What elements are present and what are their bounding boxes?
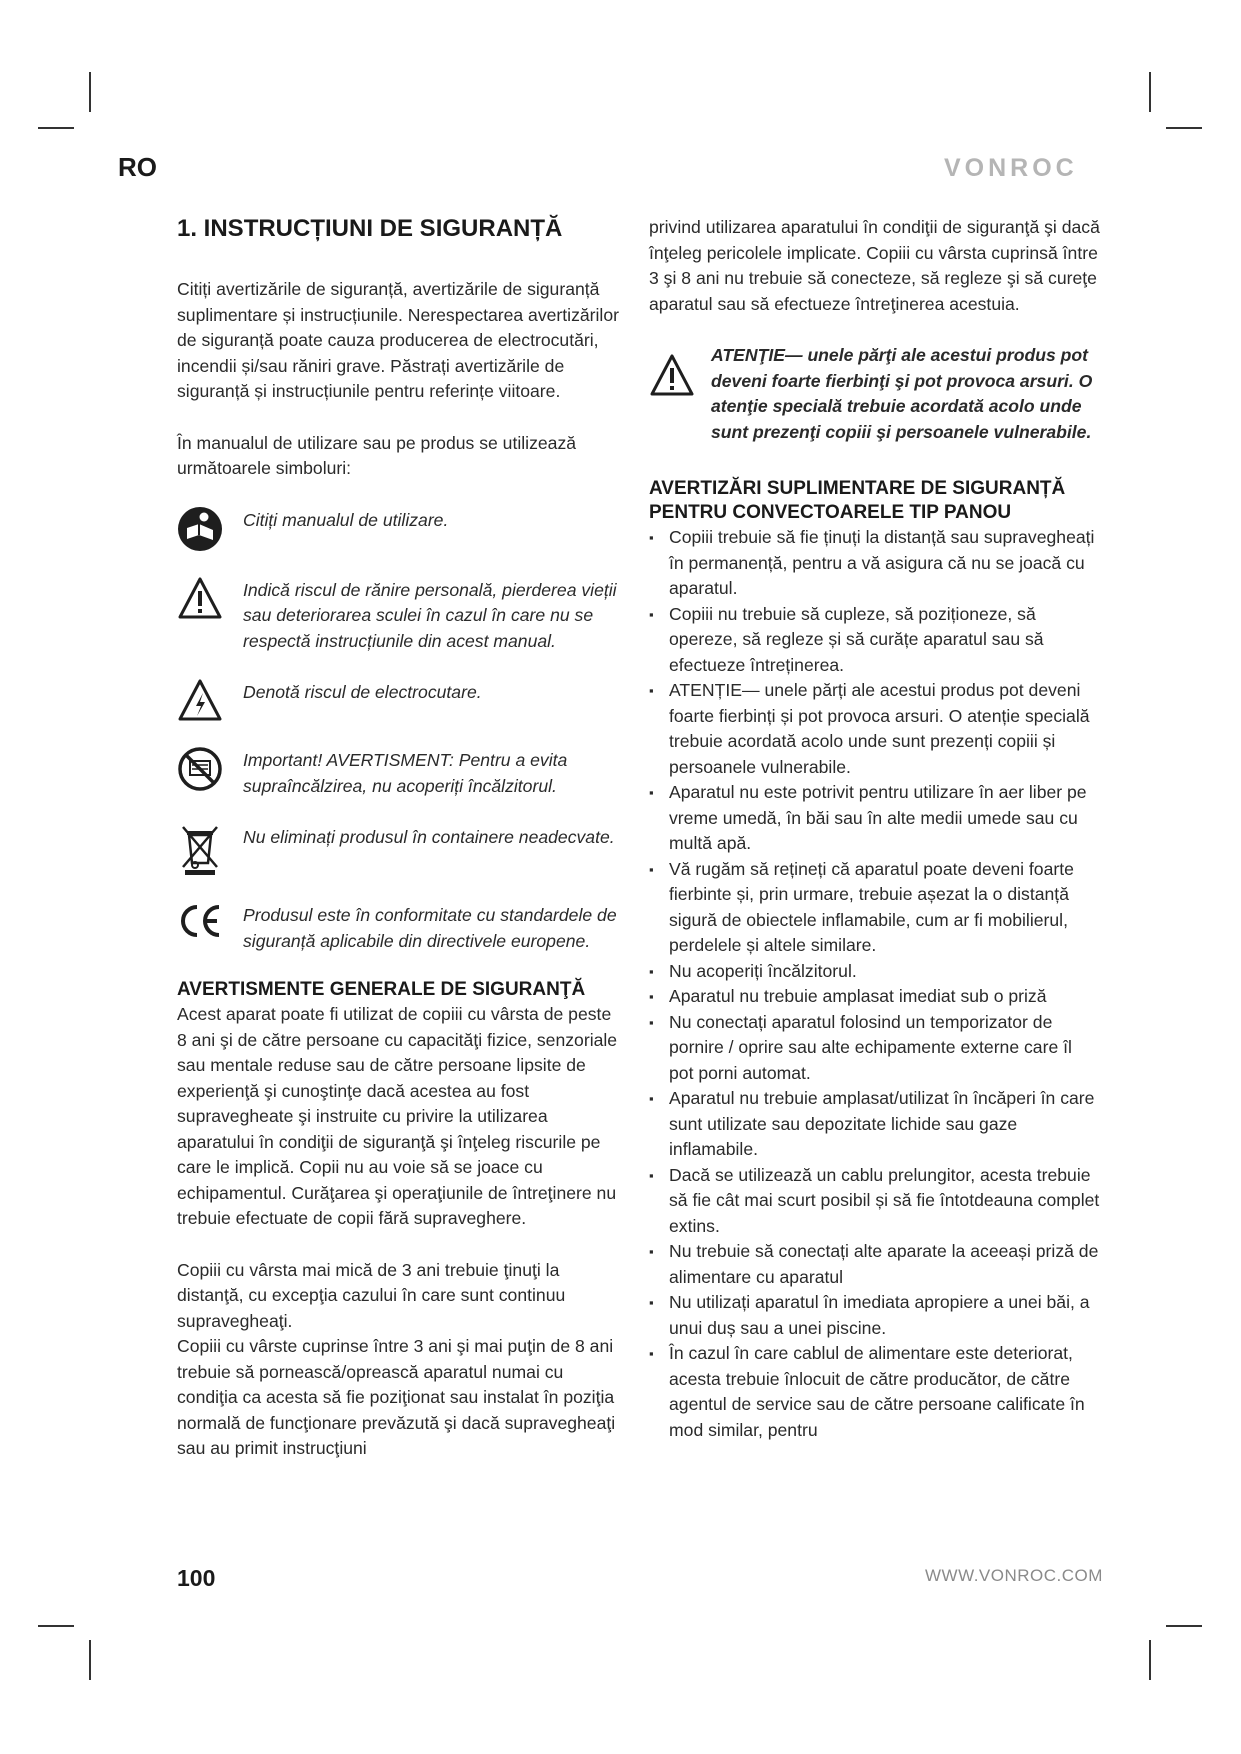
- page-number: 100: [177, 1565, 216, 1591]
- crop-mark: [1149, 1640, 1151, 1680]
- symbol-text: Nu eliminați produsul în containere neadecvate.: [243, 827, 615, 847]
- symbol-text: Citiți manualul de utilizare.: [243, 509, 449, 530]
- warnings-list: [649, 525, 1101, 1443]
- additional-warnings-title: AVERTIZĂRI SUPLIMENTARE DE SIGURANȚĂ PENTRU CONVECTOARELE TIP PANOU: [649, 478, 1066, 523]
- do-not-cover-icon: [177, 746, 223, 792]
- crop-mark: [1166, 127, 1202, 129]
- symbol-text: Produsul este în conformitate cu standardele de siguranță aplicabile din directivele europene.: [243, 905, 617, 951]
- warning-triangle-icon: [177, 576, 223, 620]
- read-manual-icon: [177, 506, 223, 552]
- crop-mark: [1166, 1625, 1202, 1627]
- symbol-row: [177, 901, 625, 954]
- list-item: ▪ Nu conectați aparatul folosind un temporizator de pornire / oprire sau alte echipamente externe care îl pot porni automat.: [649, 1010, 1101, 1087]
- language-code: RO: [118, 152, 157, 182]
- ce-mark-icon: [177, 901, 223, 941]
- list-item: ▪ Nu trebuie să conectați alte aparate la aceeași priză de alimentare cu aparatul: [649, 1239, 1101, 1290]
- symbols-intro: În manualul de utilizare sau pe produs se utilizează următoarele simboluri:: [177, 432, 577, 478]
- caution-text: ATENŢIE— unele părţi ale acestui produs pot deveni foarte fierbinţi şi pot provoca arsuri. O atenţie specială trebuie acordată acolo unde sunt prezenţi copiii şi persoanele vulnerabile.: [711, 345, 1093, 442]
- weee-bin-icon: [177, 823, 223, 877]
- symbol-text: Denotă riscul de electrocutare.: [243, 682, 482, 702]
- brand-logo: VONROC: [944, 154, 1078, 182]
- symbol-row: [177, 823, 625, 877]
- symbol-text: Indică riscul de rănire personală, pierderea vieții sau deteriorarea sculei în cazul în care nu se respectă instrucțiunile din acest manual.: [243, 579, 617, 651]
- list-item: ▪ Nu utilizați aparatul în imediata apropiere a unei băi, a unui duș sau a unei piscine.: [649, 1290, 1101, 1341]
- website-url: WWW.VONROC.COM: [925, 1566, 1103, 1585]
- left-column: [177, 215, 625, 1462]
- symbol-row: [177, 746, 625, 799]
- list-item: ▪ Copiii nu trebuie să cupleze, să poziționeze, să opereze, să regleze și să curățe aparatul sau să efectueze întreținerea.: [649, 602, 1101, 679]
- general-paragraph: Acest aparat poate fi utilizat de copiii cu vârsta de peste 8 ani şi de către persoane cu capacităţi fizice, senzoriale sau mentale reduse sau de către persoane lipsite de experienţă şi cunoştinţe dacă acestea au fost supravegheate şi instruite cu privire la utilizarea aparatului în condiţii de siguranţă şi înţeleg riscurile pe care le implică. Copii nu au voie să se joace cu echipamentul. Curăţarea şi operaţiunile de întreţinere nu trebuie efectuate de copii fără supraveghere.: [177, 1004, 618, 1228]
- list-item: ▪ Aparatul nu trebuie amplasat/utilizat în încăperi în care sunt utilizate sau depozitate lichide sau gaze inflamabile.: [649, 1086, 1101, 1163]
- intro-paragraph: Citiți avertizările de siguranță, avertizările de siguranță suplimentare și instrucțiunile. Nerespectarea avertizărilor de siguranță poate cauza producerea de electrocutări, incendii și/sau răniri grave. Păstrați avertizările de siguranță și instrucțiunile pentru referințe viitoare.: [177, 279, 619, 401]
- crop-mark: [38, 127, 74, 129]
- warning-triangle-icon: [649, 353, 695, 397]
- symbol-row: [177, 506, 625, 552]
- list-item: ▪ În cazul în care cablul de alimentare este deteriorat, acesta trebuie înlocuit de către producător, de către agentul de service sau de către persoane calificate în mod similar, pentru: [649, 1341, 1101, 1443]
- list-item: ▪ Copiii trebuie să fie ținuți la distanță sau supravegheați în permanență, pentru a vă asigura că nu se joacă cu aparatul.: [649, 525, 1101, 602]
- list-item: ▪ Nu acoperiți încălzitorul.: [649, 959, 1101, 985]
- right-column: [649, 215, 1101, 1443]
- list-item: ▪ Aparatul nu trebuie amplasat imediat sub o priză: [649, 984, 1101, 1010]
- list-item: ▪ Vă rugăm să rețineți că aparatul poate deveni foarte fierbinte și, prin urmare, trebuie așezat la o distanță sigură de obiectele inflamabile, cum ar fi mobilierul, perdelele și altele similare.: [649, 857, 1101, 959]
- general-paragraph: Copiii cu vârste cuprinse între 3 ani şi mai puţin de 8 ani trebuie să pornească/oprească aparatul numai cu condiţia ca acesta să fie poziţionat sau instalat în poziţia normală de funcţionare prevăzută şi dacă supravegheaţi sau au primit instrucţiuni: [177, 1336, 616, 1458]
- symbol-row: [177, 576, 625, 655]
- caution-box: [649, 343, 1101, 445]
- crop-mark: [89, 72, 91, 112]
- crop-mark: [38, 1625, 74, 1627]
- symbol-row: [177, 678, 625, 722]
- general-paragraph: Copiii cu vârsta mai mică de 3 ani trebuie ţinuţi la distanţă, cu excepţia cazului în care sunt continuu supravegheaţi.: [177, 1259, 566, 1331]
- general-warnings-title: AVERTISMENTE GENERALE DE SIGURANŢĂ: [177, 979, 586, 1000]
- symbol-text: Important! AVERTISMENT: Pentru a evita supraîncălzirea, nu acoperiți încălzitorul.: [243, 750, 568, 796]
- electric-shock-icon: [177, 678, 223, 722]
- list-item: ▪ Dacă se utilizează un cablu prelungitor, acesta trebuie să fie cât mai scurt posibil și să fie întotdeauna complet extins.: [649, 1163, 1101, 1240]
- list-item: ▪ Aparatul nu este potrivit pentru utilizare în aer liber pe vreme umedă, în băi sau în alte medii umede sau cu multă apă.: [649, 780, 1101, 857]
- crop-mark: [89, 1640, 91, 1680]
- list-item: ▪ ATENȚIE— unele părți ale acestui produs pot deveni foarte fierbinți și pot provoca arsuri. O atenție specială trebuie acordată acolo unde sunt prezenți copiii și persoanele vulnerabile.: [649, 678, 1101, 780]
- section-title: 1. INSTRUCȚIUNI DE SIGURANȚĂ: [177, 215, 563, 242]
- crop-mark: [1149, 72, 1151, 112]
- continuation-paragraph: privind utilizarea aparatului în condiţii de siguranţă şi dacă înţeleg pericolele implicate. Copiii cu vârsta cuprinsă între 3 şi 8 ani nu trebuie să conecteze, să regleze şi să cureţe aparatul sau să efectueze întreţinerea acestuia.: [649, 217, 1100, 314]
